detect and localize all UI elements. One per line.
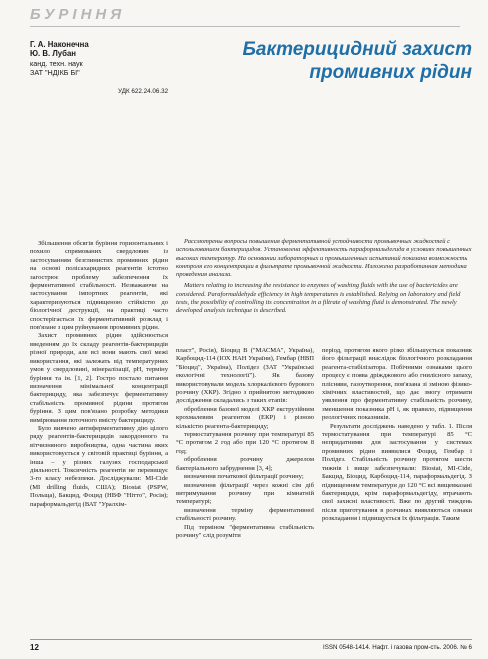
paragraph: оброблення базової моделі ХКР екструзійним крохмалевим реагентом (ЕКР) і різною кількістю реагента-бактерициду; <box>176 405 314 430</box>
abstract-ru: Рассмотрены вопросы повышения ферментативной устойчивости промывочных жидкостей с использованием бактерицидов. Установлена эффективность параформальдегида в условиях повышенных высоких температур. На основании лабораторных и промышленных испытаний показана возможность контроля его концентрации в фильтрате промывочной жидкости. Изложена разработанная методика проведения анализа. <box>176 238 472 279</box>
paragraph: визначення фільтрації через кожні сім діб витримування розчину при кімнатній температурі; <box>176 481 314 506</box>
author-name-1: Г. А. Наконечна <box>30 40 89 49</box>
footer-rule <box>30 639 472 640</box>
section-label: БУРІННЯ <box>30 6 126 23</box>
author-degree: канд. техн. наук <box>30 58 83 68</box>
author-block <box>30 40 180 78</box>
author-affiliation: ЗАТ "НДІКБ БІ" <box>30 68 80 78</box>
paragraph: Захист промивних рідин здійснюється введенням до їх складу реагентів-бактерицидів різної природи, але всі вони мають свої межі використання, які залежать від температурних умов у свердловині, мінералізації, pH, терміну буріння та ін. [1, 2]. Гостро постало питання визначення мінімальної концентрації бактерициду, яка забезпечує ферментативну стабільність промивної рідини протягом буріння. З цим пов'язано розробку методики вимірювання поточного вмісту бактерициду. <box>30 332 168 424</box>
title-line-1: Бактерицидний захист <box>242 39 472 60</box>
paragraph: визначення початкової фільтрації розчину; <box>184 473 304 481</box>
body-column-1 <box>30 240 168 509</box>
page-number: 12 <box>30 643 39 652</box>
journal-citation: ISSN 0548-1414. Нафт. і газова пром-сть. 2006. № 6 <box>323 644 472 651</box>
udk-code: УДК 622.24.06.32 <box>118 88 169 95</box>
body-column-3 <box>322 347 472 524</box>
abstract <box>176 238 472 319</box>
title-line-2: промивних рідин <box>309 62 472 83</box>
body-column-2 <box>176 347 314 540</box>
header-rule <box>30 26 460 27</box>
paragraph: період, протягом якого різко збільшується показник його фільтрації внаслідок біологічного розкладання реагента-стабілізатора. Побічними ознаками цього процесу є поява дріжджового або гнилісного запаху, плісняви, газоутворення, пов'язана зі зміною фізико-хімічних властивостей, що дає змогу отримати уявлення про ферментативну стабільність розчину, зменшення показника pH і, як правило, підвищення реологічних показників. <box>322 347 472 422</box>
paragraph: пласт", Росія), Біоцид В ("МАСМА", Україна), Карбоцид-114 (ІОХ НАН України), Гембар (НВП "Біоцид", Україна), Полідез (ЗАТ "Українські екологічні технології"). Як базову використовували модель хлоркалієвого бурового розчину (ХКР). Згідно з прийнятою методикою дослідження складались з таких етапів: <box>176 347 314 405</box>
author-name-2: Ю. В. Лубан <box>30 49 77 59</box>
article-title <box>210 38 472 84</box>
paragraph: Під терміном "ферментативна стабільність розчину" слід розуміти <box>176 523 314 539</box>
paragraph: Збільшення обсягів буріння горизонтальних і похило спрямованих свердловин із застосуванням безглинистих промивних рідин на основі полісахаридних реагентів істотно загострює проблему забезпечення їх ферментативної стабільності. Незважаючи на застосування імпортних реагентів, які характеризуються підвищеною стійкістю до біологічної деструкції, на практиці часто спостерігається їх ферментативний розклад і пов'язане з цим руйнування промивних рідин. <box>30 240 168 332</box>
paragraph: термостатування розчину при температурі 85 °С протягом 2 год або при 120 °С протягом 8 год; <box>176 431 314 455</box>
paragraph: визначення терміну ферментативної стабільності розчину. <box>176 506 314 523</box>
paragraph: оброблення розчину джерелом бактеріального забруднення [3, 4]; <box>176 456 314 472</box>
paragraph: Було вивчено антиферментативну дію цілого ряду реагентів-бактерицидів закордонного та вітчизняного виробництва, одна частина яких використовується у світовій практиці буріння, а інша – у різних галузях господарської діяльності. Токсичність реагентів не перевищує 3-го класу небезпеки. Досліджували: MI-Cide (MI drilling fluids, США); Biostat (PSPW, Польща), Бакцид, Фоцид (НВФ "Нітто", Росія); параформальдегід (ВАТ "Уралхім- <box>30 424 168 508</box>
paragraph: Результати досліджень наведено у табл. 1. Після термостатування при температурі 85 °С непридатними для застосування у системах промивних рідин виявилися Фоцид, Гембар і Полідез. Стабільність розчину протягом шести тижнів і вище забезпечували: Biostat, MI-Cide, Бакцид, Біоцид, Карбоцид-114, параформальдегід. З підвищенням температури до 120 °С всі вищевказані бактерициди, крім параформальдегіду, втрачають свої захисні властивості. Вже по другий тиждень після приготування в розчинах виявляються ознаки розкладання і підвищується їх фільтрація. Таким <box>322 422 472 523</box>
abstract-en: Matters relating to increasing the resistance to enzymes of washing fluids with the use of bactericides are considered. Paraformaldehyde efficiency in high temperatures is established. Relying on laboratory and field tests, the possibility of controlling its concentration in a filtrate of washing fluid is demonstrated. The newly developed analysis technique is described. <box>176 282 461 315</box>
